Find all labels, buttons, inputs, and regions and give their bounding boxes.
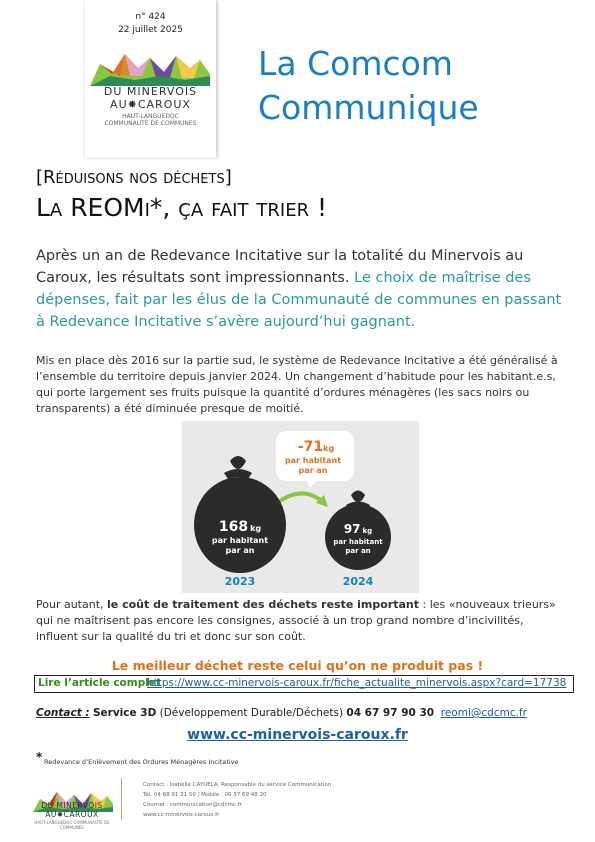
body2-start: Pour autant, bbox=[36, 598, 108, 611]
contact-phone: 04 67 97 90 30 bbox=[346, 707, 435, 719]
lead-accent-text: Le choix de maîtrise des dépenses, fait par les élus de la Communauté de communes en passant à Redevance Incitative s’avère aujourd’hui gagnant. bbox=[36, 270, 562, 330]
waste-infographic bbox=[182, 421, 419, 593]
issue-date: 22 juillet 2025 bbox=[118, 25, 183, 35]
footer-divider bbox=[121, 778, 122, 820]
website-link[interactable]: www.cc-minervois-caroux.fr bbox=[187, 727, 408, 743]
logo-subtitle1: HAUT-LANGUEDOC bbox=[122, 113, 179, 120]
footnote-star: * bbox=[36, 750, 43, 764]
article-kicker: [Réduisons nos déchets] bbox=[36, 167, 232, 188]
title-line1: La Comcom bbox=[258, 44, 453, 83]
bag2023-unit: kg bbox=[250, 524, 262, 533]
logo-text-line1: DU MINERVOIS bbox=[103, 85, 198, 98]
logo-text-line2: AU✸CAROUX bbox=[110, 98, 191, 111]
mountains-logo-icon bbox=[90, 46, 210, 86]
body2-bold: le coût de traitement des déchets reste important bbox=[107, 598, 420, 611]
bag2024-line2: par habitant bbox=[333, 538, 383, 546]
body-paragraph-2 bbox=[36, 597, 566, 645]
read-more-label: Lire l’article complet bbox=[38, 677, 161, 689]
bag2023-line2: par habitant bbox=[211, 536, 269, 545]
bag2024-unit: kg bbox=[362, 527, 373, 535]
contact-label: Contact : bbox=[36, 707, 90, 719]
logo-subtitle2: COMMUNAUTÉ DE COMMUNES bbox=[104, 120, 197, 127]
lead-paragraph bbox=[36, 245, 566, 333]
contact-desc: (Développement Durable/Déchets) bbox=[156, 707, 347, 719]
footer-email: Courriel : communication@cdcmc.fr bbox=[143, 802, 242, 808]
body2-end: : les «nouveaux trieurs» qui ne maîtrisent pas encore les consignes, associé à un trop grand nombre d’incivilités, influent sur la qualité du tri et donc sur son coût. bbox=[36, 598, 556, 643]
footer-phone: Tél. 04 68 91 31 50 / Mobile : 06 37 69 48 20 bbox=[143, 792, 267, 798]
issue-number: n° 424 bbox=[135, 12, 166, 22]
diff-value: -71 bbox=[297, 439, 324, 455]
contact-email-link[interactable]: reomi@cdcmc.fr bbox=[440, 707, 527, 719]
motto: Le meilleur déchet reste celui qu’on ne produit pas ! bbox=[111, 658, 484, 673]
contact-line bbox=[36, 707, 527, 719]
bag2024-line3: par an bbox=[345, 547, 371, 555]
lead-text: Après un an de Redevance Incitative sur la totalité du Minervois au Caroux, les résultats sont impressionnants. bbox=[36, 248, 524, 286]
footer-contact-person: Contact : Isabelle CAYUELA, Responsable du service Communication bbox=[143, 782, 332, 788]
logo-box bbox=[85, 0, 216, 158]
contact-service: Service 3D bbox=[92, 707, 157, 719]
bag2023-value: 168 bbox=[218, 519, 249, 535]
reduction-arrow bbox=[280, 493, 324, 503]
bag-2023-icon bbox=[194, 456, 286, 573]
year-2024: 2024 bbox=[342, 575, 374, 588]
footnote: Redevance d’Enlèvement des Ordures Ménagères Incitative bbox=[44, 758, 239, 766]
diff-line3: par an bbox=[298, 466, 328, 475]
footer-logo-line1: DU MINERVOIS bbox=[41, 801, 103, 810]
bag2024-value: 97 bbox=[343, 522, 361, 536]
infographic-graphic bbox=[182, 421, 419, 593]
bag2023-line3: par an bbox=[225, 546, 255, 555]
year-2023: 2023 bbox=[224, 575, 256, 588]
footer-website: www.cc-minervois-caroux.fr bbox=[143, 812, 220, 818]
title-line2: Communique bbox=[258, 88, 479, 127]
read-more-link[interactable]: https://www.cc-minervois-caroux.fr/fiche_actualite_minervois.aspx?card=17738 bbox=[147, 677, 567, 689]
footer-logo-subtitle: HAUT-LANGUEDOC COMMUNAUTÉ DE COMMUNES bbox=[34, 820, 110, 830]
article-headline: La REOMi*, ça fait trier ! bbox=[36, 193, 328, 222]
body-paragraph-1: Mis en place dès 2016 sur la partie sud, le système de Redevance Incitative a été généralisé à l’ensemble du territoire depuis janvier 2024. Un changement d’habitude pour les habitant.e.s, qui porte largement ses fruits puisque la quantité d’ordures ménagères (les sacs noirs ou transparents) a été diminuée presque de moitié. bbox=[36, 354, 558, 415]
diff-line2: par habitant bbox=[284, 456, 342, 465]
footer-logo-line2: AU✸CAROUX bbox=[45, 810, 99, 819]
diff-unit: kg bbox=[323, 444, 335, 453]
read-more-box bbox=[34, 675, 574, 693]
